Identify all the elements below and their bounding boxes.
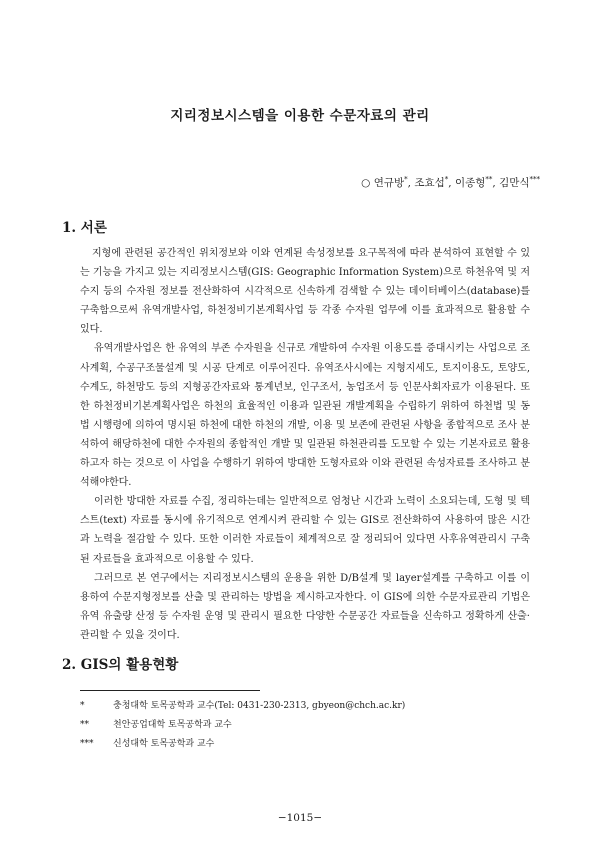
- footnote-divider: [80, 690, 260, 691]
- page-number: −1015−: [277, 812, 323, 824]
- footnote-text: 충청대학 토목공학과 교수(Tel: 0431-230-2313, gbyeon@chch.ac.kr): [113, 701, 406, 711]
- author-separator: ,: [492, 177, 500, 189]
- author-mark: *: [444, 175, 449, 184]
- author-mark: *: [404, 175, 408, 184]
- footnote-item: [80, 735, 540, 754]
- body-paragraph: 유역개발사업은 한 유역의 부존 수자원을 신규로 개발하여 수자원 이용도를 증대시키는 사업으로 조사계획, 수공구조물설계 및 시공 단계로 이루어진다. 유역조사시에는 지형지세도, 토지이용도, 토양도, 수계도, 하천망도 등의 지형공간자료와 통계년보, 인구조서, 농업조서 등 인문사회자료가 이용된다. 또한 하천정비기본계획사업은 하천의 효율적인 이용과 일관된 개발계획을 수립하기 위하여 하천법 및 동법 시행령에 의하여 명시된 하천에 대한 하천의 개발, 이용 및 보존에 관련된 사항을 종합적으로 조사 분석하여 해당하천에 대한 수자원의 종합적인 개발 및 일관된 하천관리를 도모할 수 있는 기본자료로 활용하고자 하는 것으로 이 사업을 수행하기 위하여 방대한 도형자료와 이와 관련된 속성자료를 조사하고 분석해야한다.: [80, 343, 530, 489]
- paper-title: 지리정보시스템을 이용한 수문자료의 관리: [170, 108, 430, 124]
- footnotes: [80, 697, 540, 754]
- body-paragraph: 지형에 관련된 공간적인 위치정보와 이와 연계된 속성정보를 요구목적에 따라 분석하여 표현할 수 있는 기능을 가지고 있는 지리정보시스템(GIS: Geographic Information System)으로 하천유역 및 저수지 등의 수자원 정보를 전산화하여 시각적으로 신속하게 검색할 수 있는 데이터베이스(database)를 구축함으로써 유역개발사업, 하천정비기본계획사업 등 각종 수자원 업무에 이를 효과적으로 활용할 수 있다.: [80, 248, 530, 336]
- author-bullet: ○: [361, 177, 371, 189]
- body-paragraph: 이러한 방대한 자료를 수집, 정리하는데는 일반적으로 엄청난 시간과 노력이 소요되는데, 도형 및 텍스트(text) 자료를 동시에 유기적으로 연계시켜 관리할 수 있는 GIS로 전산화하여 사용하여 많은 시간과 노력을 절감할 수 있다. 또한 이러한 자료들이 체계적으로 잘 정리되어 있다면 사후유역관리시 구축된 자료들을 효과적으로 이용할 수 있다.: [80, 496, 530, 565]
- author-mark: **: [485, 175, 493, 184]
- author-name: 이종형: [454, 177, 486, 189]
- footnote-mark: **: [80, 720, 89, 730]
- body-paragraph: 그러므로 본 연구에서는 지리정보시스템의 운용을 위한 D/B설계 및 layer설계를 구축하고 이를 이용하여 수문지형정보를 산출 및 관리하는 방법을 제시하고자한다. 이 GIS에 의한 수문자료관리 기법은 유역 유출량 산정 등 수자원 운영 및 관리시 필요한 다양한 수문공간 자료들을 신속하고 정확하게 산출·관리할 수 있을 것이다.: [80, 572, 530, 641]
- footnote-item: [80, 716, 540, 735]
- introduction-body: [80, 244, 530, 645]
- author-mark: ***: [529, 175, 540, 184]
- footnote-text: 신성대학 토목공학과 교수: [113, 739, 215, 749]
- author-name: 조효섭: [414, 177, 445, 189]
- author-separator: ,: [407, 177, 415, 189]
- section-heading-introduction: 1. 서론: [62, 220, 107, 236]
- author-name: 김만식: [499, 177, 530, 189]
- footnote-mark: *: [80, 701, 85, 711]
- author-separator: ,: [448, 177, 455, 189]
- author-name: 연규방: [373, 177, 405, 189]
- footnote-item: [80, 697, 540, 716]
- footnote-text: 천안공업대학 토목공학과 교수: [113, 720, 232, 730]
- footnote-mark: ***: [80, 739, 94, 749]
- section-heading-gis-status: 2. GIS의 활용현황: [62, 657, 179, 673]
- author-line: [361, 175, 540, 190]
